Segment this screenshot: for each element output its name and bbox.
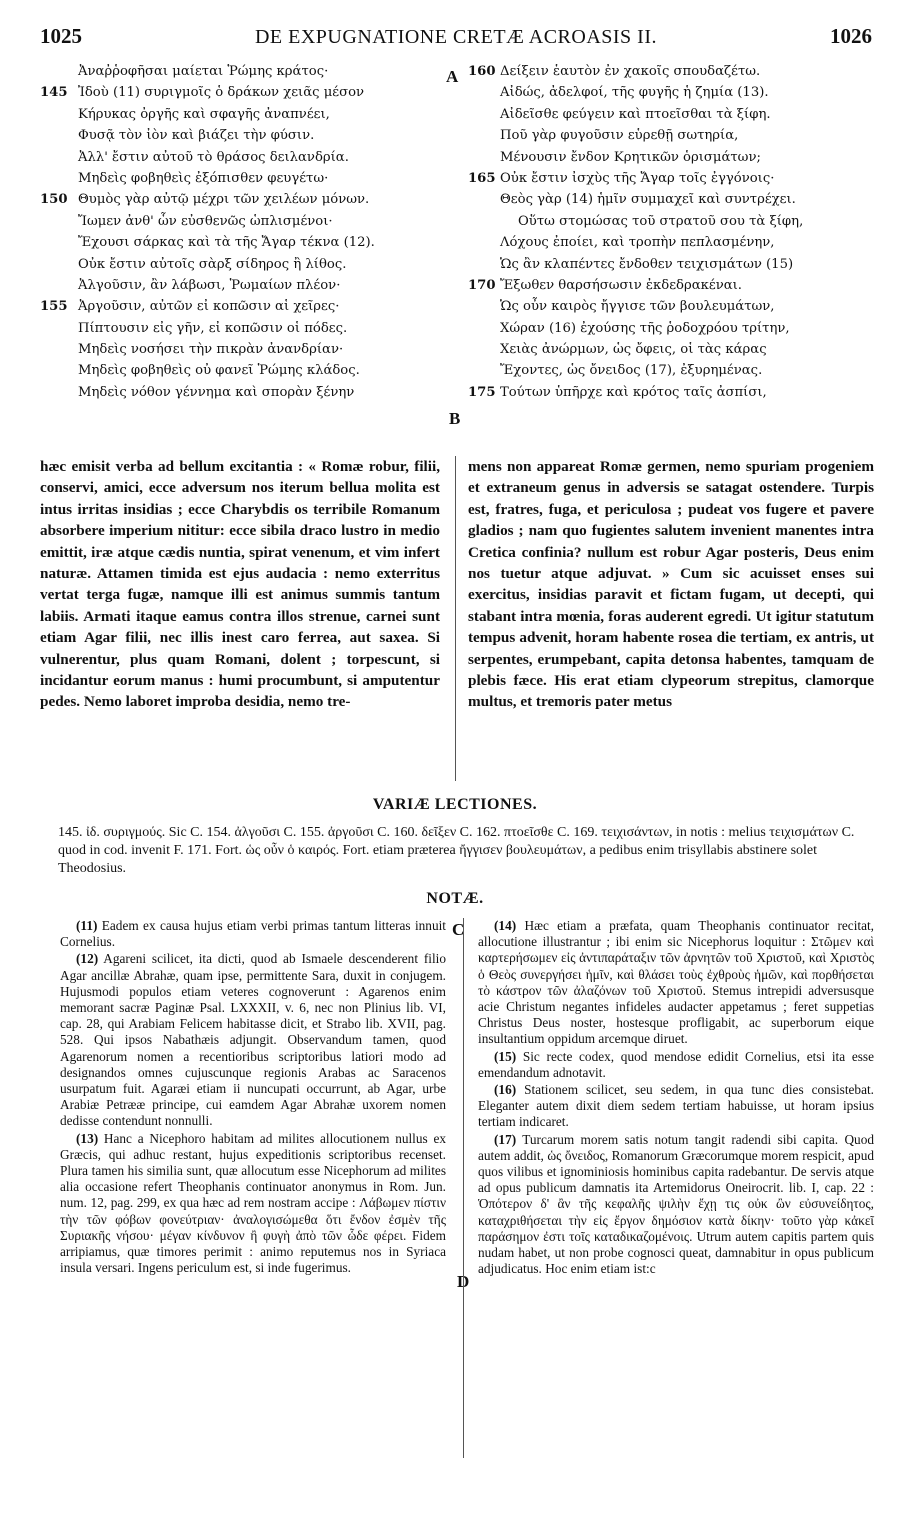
verse-line <box>40 192 440 213</box>
page-header <box>40 24 872 54</box>
verse-line <box>468 385 878 406</box>
verse-text: Ἰδοὺ (11) συριγμοῖς ὁ δράκων χειᾶς μέσον <box>78 85 365 101</box>
verse-text: Οὐκ ἔστιν ἰσχὺς τῆς Ἄγαρ τοῖς ἐγγόνοις· <box>500 170 775 186</box>
verse-line <box>468 363 878 384</box>
notes-left-column <box>60 918 446 1276</box>
note <box>478 1049 874 1081</box>
verse-line <box>468 235 878 256</box>
variae-lectiones-text: 145. ἰδ. συριγμούς. Sic C. 154. ἀλγοῦσι C. 155. ἀργοῦσι C. 160. δεῖξεν C. 162. πτοεῖσθε C. 169. τειχισάντων, in notis : melius τειχισμάτων C. quod in cod. invenit F. 171. Fort. ὡς οὖν ὁ καιρός. Fort. etiam præterea ἤγγισεν βουλευμάτων, a pedibus enim trisyllabis abstinere solet Theodosius. <box>58 825 855 876</box>
verse-text: Μηδεὶς νοσήσει τὴν πικρὰν ἀνανδρίαν· <box>78 342 344 358</box>
note-text: Sic recte codex, quod mendose edidit Cornelius, etsi ita esse emendandum adnotavit. <box>478 1048 874 1080</box>
verse-line <box>468 257 878 278</box>
verse-text: Ἀργοῦσιν, αὐτῶν εἰ κοπῶσιν αἱ χεῖρες· <box>78 299 340 315</box>
verse-line <box>468 107 878 128</box>
verse-line <box>40 214 440 235</box>
verse-number: 170 <box>468 277 496 293</box>
note-text: Agareni scilicet, ita dicti, quod ab Ismaele descenderent filio Agar ancillæ Abrahæ, quam ipse, permittente Sara, duxit in conjugem. Hujusmodi populos etiam veteres cognoverunt : Agarenos enim memorant sacræ Paginæ Psal. LXXXII, v. 6, nec non Plinius lib. VI, cap. 28, qui Arabiam Felicem habitasse dicit, et Strabo lib. XVII, pag. 528. Qui ipsos Nabathæis adjungit. Observandum tamen, quod Agarenorum nomen a recentioribus scriptoribus latiori modo ad designandos omnes cujuscunque regionis Arabas ac Saracenos usurpatum fuit. Agaræi etiam ii nuncupati occurrunt, ab Agar, urbe Arabiæ Petrææ principe, cui eamdem Agar Abrahæ uxorem nomen dedisse contendunt nonnulli. <box>60 951 447 1129</box>
verse-line <box>40 150 440 171</box>
verse-text: Οὕτω στομώσας τοῦ στρατοῦ σου τὰ ξίφη, <box>518 213 804 229</box>
verse-line <box>40 235 440 256</box>
verse-text: Τούτων ὑπῆρχε καὶ κρότος ταῖς ἀσπίσι, <box>500 384 767 400</box>
margin-mark-c: C <box>452 920 465 939</box>
greek-verses-right <box>468 64 878 406</box>
verse-line <box>40 321 440 342</box>
verse-line <box>468 299 878 320</box>
verse-line <box>468 214 878 235</box>
notae-heading: NOTÆ. <box>426 890 484 907</box>
verse-line <box>468 192 878 213</box>
verse-text: Λόχους ἐποίει, καὶ τροπὴν πεπλασμένην, <box>500 235 775 251</box>
verse-number: 160 <box>468 64 496 79</box>
column-divider-notes <box>463 918 464 1458</box>
note-number: (11) <box>76 918 98 933</box>
verse-text: Μηδεὶς νόθον γέννημα καὶ σπορὰν ξένην <box>78 384 355 400</box>
verse-text: Χώραν (16) ἐχούσης τῆς ῥοδοχρόου τρίτην, <box>500 320 790 336</box>
verse-number: 145 <box>40 85 68 101</box>
verse-text: Οὐκ ἔστιν αὐτοῖς σὰρξ σίδηρος ἢ λίθος. <box>78 256 347 272</box>
verse-line <box>40 171 440 192</box>
running-title: DE EXPUGNATIONE CRETÆ ACROASIS II. <box>254 26 657 48</box>
greek-verses-left <box>40 64 440 406</box>
verse-text: Πίπτουσιν εἰς γῆν, εἰ κοπῶσιν οἱ πόδες. <box>78 320 348 336</box>
margin-mark-b: B <box>449 409 461 428</box>
verse-line <box>40 278 440 299</box>
verse-line <box>468 321 878 342</box>
variae-lectiones-heading: VARIÆ LECTIONES. <box>372 796 538 813</box>
verse-text: Κήρυκας ὀργῆς καὶ σφαγῆς ἀναπνέει, <box>78 106 330 122</box>
verse-line <box>40 85 440 106</box>
verse-text: Αἰδώς, ἀδελφοί, τῆς φυγῆς ἡ ζημία (13). <box>500 85 769 101</box>
verse-number: 155 <box>40 299 68 315</box>
verse-text: Χειὰς ἀνώρμων, ὡς ὄφεις, οἱ τὰς κάρας <box>500 342 767 358</box>
verse-line <box>40 64 440 85</box>
column-divider-latin <box>455 456 456 781</box>
note <box>478 1132 874 1278</box>
verse-text: Ἴωμεν ἀνθ' ὧν εὐσθενῶς ὡπλισμένοι· <box>78 213 333 229</box>
note <box>60 1131 446 1277</box>
verse-line <box>468 150 878 171</box>
verse-text: Ἀλγοῦσιν, ἂν λάβωσι, Ῥωμαίων πλέον· <box>78 277 341 293</box>
verse-number: 175 <box>468 384 496 400</box>
verse-line <box>468 342 878 363</box>
note-text: Turcarum morem satis notum tangit radendi sibi capita. Quod autem addit, ὡς ὄνειδος, Romanorum Græcorumque morem respicit, apud quos vilibus et ignominiosis hominibus capita radebantur. De servis atque ad opus publicum damnatis ita Artemidorus Oneirocrit. lib. I, cap. 22 : Ὁπότερον δ' ἂν τῆς κεφαλῆς ψιλὴν ἔχῃ τις οὐκ ὢν εὐσυνείδητος, καταχριθήσεται τὴν εἰς ἔργον δημόσιον κατὰ δίκην· τοῦτο γὰρ κἀκεῖ παράσημον ἐστι τοῖς καταδικαζομένοις. Utrum autem capitis partem quis nudam habet, ut non probe cognosci queat, damnabitur in opus publicum adjudicatus. Hoc enim etiam ist:c <box>478 1131 874 1277</box>
note <box>478 918 874 1048</box>
verse-line <box>468 64 878 85</box>
verse-line <box>40 299 440 320</box>
note-number: (12) <box>76 951 99 967</box>
verse-text: Θυμὸς γὰρ αὐτῷ μέχρι τῶν χειλέων μόνων. <box>78 192 370 208</box>
note-text: Stationem scilicet, seu sedem, in qua tunc dies consistebat. Eleganter autem dixit diem sedem tertiam habuisse, ut horam ipsius tertiam indicaret. <box>478 1082 874 1130</box>
note-number: (14) <box>494 918 517 933</box>
margin-mark-d: D <box>457 1272 470 1291</box>
verse-line <box>40 342 440 363</box>
verse-text: Μένουσιν ἔνδον Κρητικῶν ὁρισμάτων; <box>500 149 761 165</box>
notes-right-column <box>478 918 874 1277</box>
verse-text: Ὡς ἂν κλαπέντες ἔνδοθεν τειχισμάτων (15) <box>500 256 794 272</box>
verse-text: Ὡς οὖν καιρὸς ἤγγισε τῶν βουλευμάτων, <box>500 299 775 315</box>
verse-text: Ἀλλ' ἔστιν αὐτοῦ τὸ θράσος δειλανδρία. <box>78 149 349 165</box>
note-text: Hæc etiam a præfata, quam Theophanis continuator recitat, allocutione illustrantur ; ibi enim sic Nicephorus loquitur : Στῶμεν καὶ καρτερήσωμεν εἰς ἀντιπαράταξιν τῶν ἀρνητῶν τοῦ Χριστοῦ, καὶ Χριστὸς ὁ Θεὸς συνεργήσει ἡμῖν, καὶ θλάσει τοὺς ἐχθροὺς ἡμῶν, καὶ πορθήσεται τὸ κάστρον τῶν ἀλαζόνων τοῦ Χριστοῦ. Stemus intrepidi adversusque acie Christum negantes infideles audacter appetamus ; feret suppetias Christus Deus noster, hostesque profligabit, ac superborum eique insultantium oppidum arcemque diruet. <box>478 918 875 1047</box>
margin-mark-a: A <box>446 67 459 86</box>
verse-text: Θεὸς γὰρ (14) ἡμῖν συμμαχεῖ καὶ συντρέχει. <box>500 192 796 208</box>
verse-text: Ἀναῤῥοφῆσαι μαίεται Ῥώμης κράτος· <box>78 64 329 79</box>
verse-text: Φυσᾷ τὸν ἰὸν καὶ βιάζει τὴν φύσιν. <box>78 128 315 144</box>
note-number: (15) <box>494 1048 517 1064</box>
verse-line <box>40 385 440 406</box>
verse-text: Ἔξωθεν θαρσήσωσιν ἐκδεδρακέναι. <box>500 277 742 293</box>
verse-number: 150 <box>40 192 68 208</box>
note <box>60 951 446 1129</box>
note-number: (13) <box>76 1130 99 1146</box>
verse-line <box>40 107 440 128</box>
page-number-right: 1026 <box>830 24 872 48</box>
note <box>478 1082 874 1131</box>
page-number-left: 1025 <box>40 24 82 48</box>
verse-text: Ποῦ γὰρ φυγοῦσιν εὑρεθῇ σωτηρία, <box>500 128 739 144</box>
note-number: (17) <box>494 1131 517 1147</box>
note-number: (16) <box>494 1082 517 1098</box>
note <box>60 918 446 950</box>
verse-text: Δείξειν ἑαυτὸν ἐν χακοῖς σπουδαζέτω. <box>500 64 761 79</box>
verse-line <box>468 278 878 299</box>
verse-text: Αἰδεῖσθε φεύγειν καὶ πτοεῖσθαι τὰ ξίφη. <box>500 106 771 122</box>
verse-line <box>468 85 878 106</box>
verse-text: Ἔχοντες, ὡς ὄνειδος (17), ἐξυρημένας. <box>500 363 763 379</box>
latin-translation-right: mens non appareat Romæ germen, nemo spuriam progeniem et extraneum genus in adversis se satagat ostendere. Turpis est, fratres, fuga, et periculosa ; pudeat vos fugere et pavere gladios ; nam quo fugientes salutem invenient manentes intra Cretica confinia? nullum est robur Agar posteris, Deus enim nos tuetur atque adjuvat. » Cum sic acuisset enses sui exercitus, insidias paravit et fictam fugam, ut decepti, qui stabant intra mœnia, foras auderent egredi. Ut igitur statutum tempus advenit, horam habente rosea die tertiam, ex antris, ut serpentes, erumpebant, capita detonsa habentes, tamquam de plebis fæce. His erat etiam clypeorum strepitus, clamorque multus, et tremoris pater metus <box>468 458 874 711</box>
verse-number: 165 <box>468 170 496 186</box>
verse-text: Μηδεὶς φοβηθεὶς οὐ φανεῖ Ῥώμης κλάδος. <box>78 363 360 379</box>
verse-line <box>40 257 440 278</box>
verse-line <box>40 128 440 149</box>
note-text: Hanc a Nicephoro habitam ad milites allocutionem nullus ex Græcis, qui adhuc restant, hujus expeditionis scriptoribus recenset. Plura tamen his similia sunt, quæ allocutum esse Nicephorum ad milites alia occasione refert Theophanis continuator anonymus in Rom. Jun. num. 12, pag. 299, ex qua hæc ad rem nostram accipe : Λάβωμεν πίστιν τὴν τῶν φόβων φονεύτριαν· ἀναλογισώμεθα ὅτι ἔνδον ἐσμὲν τῆς Συριακῆς νήσου· μέγαν κίνδυνον ἢ φυγὴ ἀπὸ τῶν ὧδε φέρει. Fidem arripiamus, quæ timores perimit : animo reputemus nos in Syriaca insula versari. Ingens periculum est, si inde fugerimus. <box>60 1130 446 1276</box>
verse-text: Μηδεὶς φοβηθεὶς ἐξόπισθεν φευγέτω· <box>78 170 329 186</box>
verse-text: Ἔχουσι σάρκας καὶ τὰ τῆς Ἄγαρ τέκνα (12). <box>78 235 375 251</box>
verse-line <box>468 171 878 192</box>
latin-translation-left: hæc emisit verba ad bellum excitantia : « Romæ robur, filii, conservi, amici, ecce adversum nos iterum bellua molita est intus irritas insidias ; ecce Charybdis os terribile Romanum absorbere imperium nititur: ecce sibila draco lustro in medio emittit, iræ atque cædis nuntia, spirat venenum, et vim infert naturæ. Attamen timida est ejus audacia : nemo exterritus vertat terga fugæ, namque illi est animus summis tantum labiis. Armati itaque eamus contra illos strenue, carnei sunt etiam Agar filii, nec illis inest caro ferrea, aut saxea. Si vulnerentur, plus quam Romani, dolent ; torpescunt, si incidantur eorum manus : humi procumbunt, si amputentur pedes. Nemo laboret improba desidia, nemo tre- <box>40 458 440 711</box>
note-text: Eadem ex causa hujus etiam verbi primas tantum litteras innuit Cornelius. <box>60 918 446 950</box>
verse-line <box>468 128 878 149</box>
verse-line <box>40 363 440 384</box>
